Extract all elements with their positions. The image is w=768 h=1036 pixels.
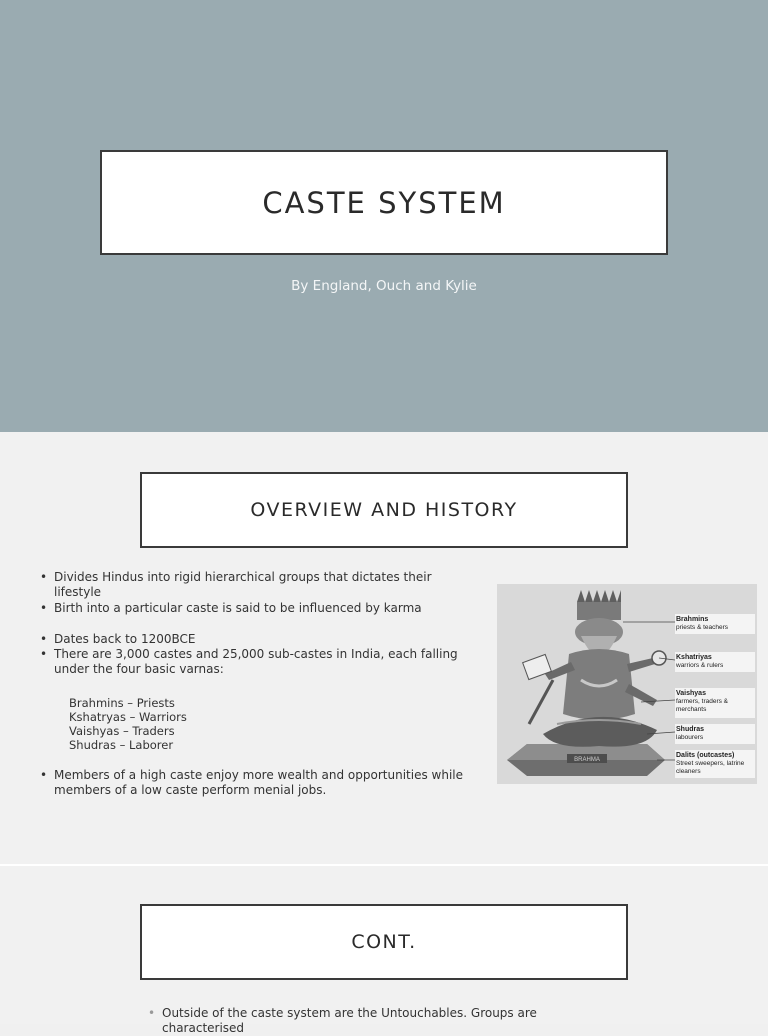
figure-label-desc: warriors & rulers [676, 662, 724, 669]
varna-item: Vaishyas – Traders [69, 724, 175, 738]
varna-item: Brahmins – Priests [69, 696, 175, 710]
figure-label-desc: priests & teachers [676, 624, 729, 631]
figure-label-heading: Dalits (outcastes) [676, 752, 735, 759]
overview-slide [0, 432, 768, 864]
list-item: • There are 3,000 castes and 25,000 sub-castes in India, each falling under the four basic varnas: [40, 647, 480, 677]
slide-title: CONT. [140, 904, 628, 980]
title-slide [0, 0, 768, 432]
plinth-text: BRAHMA [574, 757, 600, 763]
figure-label [676, 654, 756, 670]
list-item: • Dates back to 1200BCE [40, 632, 480, 647]
figure-label-heading: Brahmins [676, 616, 709, 623]
bullet-text: Dates back to 1200BCE [54, 632, 196, 646]
slide-title: CASTE SYSTEM [100, 150, 668, 255]
figure-label [676, 726, 756, 742]
brahma-figure [497, 584, 757, 784]
figure-label [676, 690, 756, 714]
slide-title: OVERVIEW AND HISTORY [140, 472, 628, 548]
figure-label-desc: Street sweepers, latrine cleaners [676, 760, 745, 775]
slide-subtitle: By England, Ouch and Kylie [291, 278, 477, 294]
varna-item: Kshatryas – Warriors [69, 710, 187, 724]
figure-label-desc: farmers, traders & merchants [676, 698, 729, 713]
bullet-text: Birth into a particular caste is said to be influenced by karma [54, 601, 422, 615]
varna-item: Shudras – Laborer [69, 738, 174, 752]
bullet-text: There are 3,000 castes and 25,000 sub-castes in India, each falling under the four basic varnas: [54, 647, 458, 676]
continued-slide [0, 866, 768, 1035]
varna-list [69, 696, 187, 752]
list-item: • Birth into a particular caste is said to be influenced by karma [40, 601, 480, 616]
bullet-text: Divides Hindus into rigid hierarchical groups that dictates their lifestyle [54, 570, 432, 599]
figure-label [676, 616, 756, 632]
figure-label-heading: Kshatriyas [676, 654, 712, 661]
list-item: • Members of a high caste enjoy more wealth and opportunities while members of a low caste perform menial jobs. [40, 768, 480, 798]
list-item: • Outside of the caste system are the Untouchables. Groups are characterised [148, 1006, 588, 1036]
figure-label-heading: Vaishyas [676, 690, 706, 697]
bullet-text: Members of a high caste enjoy more wealth and opportunities while members of a low caste perform menial jobs. [54, 768, 463, 797]
figure-label [676, 752, 756, 776]
figure-label-desc: labourers [676, 734, 704, 741]
list-item: • Divides Hindus into rigid hierarchical groups that dictates their lifestyle [40, 570, 480, 600]
figure-label-heading: Shudras [676, 726, 705, 733]
bullet-text: Outside of the caste system are the Untouchables. Groups are characterised [162, 1006, 537, 1035]
